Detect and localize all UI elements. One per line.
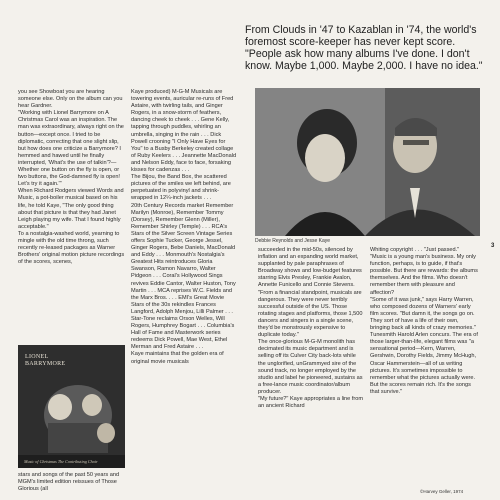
article-column-3: succeeded in the mid-50s, silenced by inflation and an expanding world market, supplanted by pale paraphrases of Broadway shows and low-budget features starring Elvis Presley, Frankie Avalon, Annette Funicello and Connie Stevens. "From a financial standpoint, musicals are dangerous. They were never terribly successful outside of the US. Those rotating stages and platforms, those 1,500 dancers and singers in a single scene, they'd be monstrously expensive to duplicate today." The once-glorious M-G-M monolith has decimated its music department and is selling off its Culver City back-lots while the unglorified, unGrammyed sire of the sound track, no longer employed by the studio and label he pioneered, sustains as a free-lance music coordinator/album producer. "My future?" Kaye appropriates a line from an ancient Richard (258, 247, 364, 410)
album-cover-image (18, 345, 125, 468)
copyright-credit: ©Harvey Geller, 1974 (420, 489, 464, 494)
article-column-1-continued: stars and songs of the past 50 years and MGM's limited edition reissues of Those Glorious (all (18, 472, 120, 493)
article-column-2: Kaye produced) M-G-M Musicals are towering events, auricular re-runs of Fred Astaire, with twirling tails, and Ginger Rogers, in a snow-storm of feathers, dancing cheek to cheek . . . Gene Kelly, tapping through puddles, whirling an umbrella, singing in the rain . . . Dick Powell crooning "I Only Have Eyes for You" to a Busby Berkeley created collage of Ruby Keelers . . . Jeannette MacDonald and Nelson Eddy, face to face, forsaking kisses for cadenzas . . . The Bijou, the Band Box, the scattered pictures of the smiles we left behind, are perpetuated in polyvinyl and shrink-wrapped in 12¼-inch jackets . . . 20th Century Records market Remember Marilyn (Monroe), Remember Tommy (Dorsey), Remember Glenn (Miller), Remember Shirley (Temple) . . . RCA's Stars of the Silver Screen Vintage Series offers Sophie Tucker, George Jessel, Ginger Rogers, Bebe Daniels, MacDonald and Eddy . . . Monmouth's Nostalgia's Greatest Hits reintroduces Gloria Swanson, Ramon Navarro, Walter Pidgeon . . . Coral's Hollywood Sings revives Eddie Cantor, Walter Huston, Tony Martin . . . MCA reprises W.C. Fields and the Marx Bros. . . . EMI's Great Movie Stars of the 30s rekindles Frances Langford, Adolph Menjou, Lilli Palmer . . . Star-Tone reclaims Orson Welles, Will Rogers, Humphrey Bogart . . . Columbia's Hall of Fame and Masterwork series redeems Dick Powell, Mae West, Ethel Merman and Fred Astaire . . . Kaye maintains that the golden era of original movie musicals (131, 89, 237, 365)
article-column-4: Whiting copyright . . . "Just passed." "Music is a young man's business. My only function, perhaps, is to guide, if that's possible. But there are rewards: the albums themselves. And the films. Who doesn't remember them with pleasure and affection? "Some of it was junk," says Harry Warren, who composed dozens of Warners' early film scores. "But damn it, the songs go on. They sort of have a life of their own, bringing back all kinds of crazy memories." Tunesmith Harold Arlen concurs. The era of those larger-than-life, elegant films was "a sensational period—Kern, Warren, Gershwin, Dorothy Fields, Jimmy McHugh, Oscar Hammerstein—all of us writing pictures. It's sometimes impossible to remember what the pictures actually were. But the scores remain rich. It's the songs that survive." (370, 247, 478, 395)
article-column-1: you see Showboat you are hearing someone else. Only on the album can you hear Gardner. "Working with Lionel Barrymore on A Christmas Carol was an inspiration. The man was extraordinary, always right on the button—except once. I tried to be diplomatic, correcting that one slight slip, but how does one criticize a Barrymore? I hemmed and hawed until he finally interrupted, 'What's the use of talkin'?—Whether one button on the fly is open, or two buttons, the God-damned fly is open! Let's try it again.'" When Richard Rodgers viewed Words and Music, a pot-boiler musical based on his life, he told Kaye, "The only good thing about that picture is that they had Janet Leigh playing my wife. That I found highly acceptable." To a nostalgia-washed world, yearning to mingle with the old time throng, such recently re-leased packages as Warner Brothers' original motion picture recordings of the scores, scenes, (18, 89, 125, 266)
photo-reynolds-kaye (255, 88, 480, 236)
photo-image (255, 88, 480, 236)
album-title (25, 354, 65, 368)
pull-quote: From Clouds in '47 to Kazablan in '74, the world's foremost score-keeper has never kept score. "People ask how many albums I've done. I don't know. Maybe 1,000. Maybe 2,000. I have no idea." (245, 24, 483, 72)
album-subtitle: Music of Christmas The Contributing Choir (24, 459, 98, 464)
album-title-line-2: BARRYMORE (25, 361, 66, 367)
photo-caption: Debbie Reynolds and Jesse Kaye (255, 238, 331, 244)
page-number: 3 (491, 243, 495, 249)
album-title-line-1: LIONEL (25, 354, 49, 360)
